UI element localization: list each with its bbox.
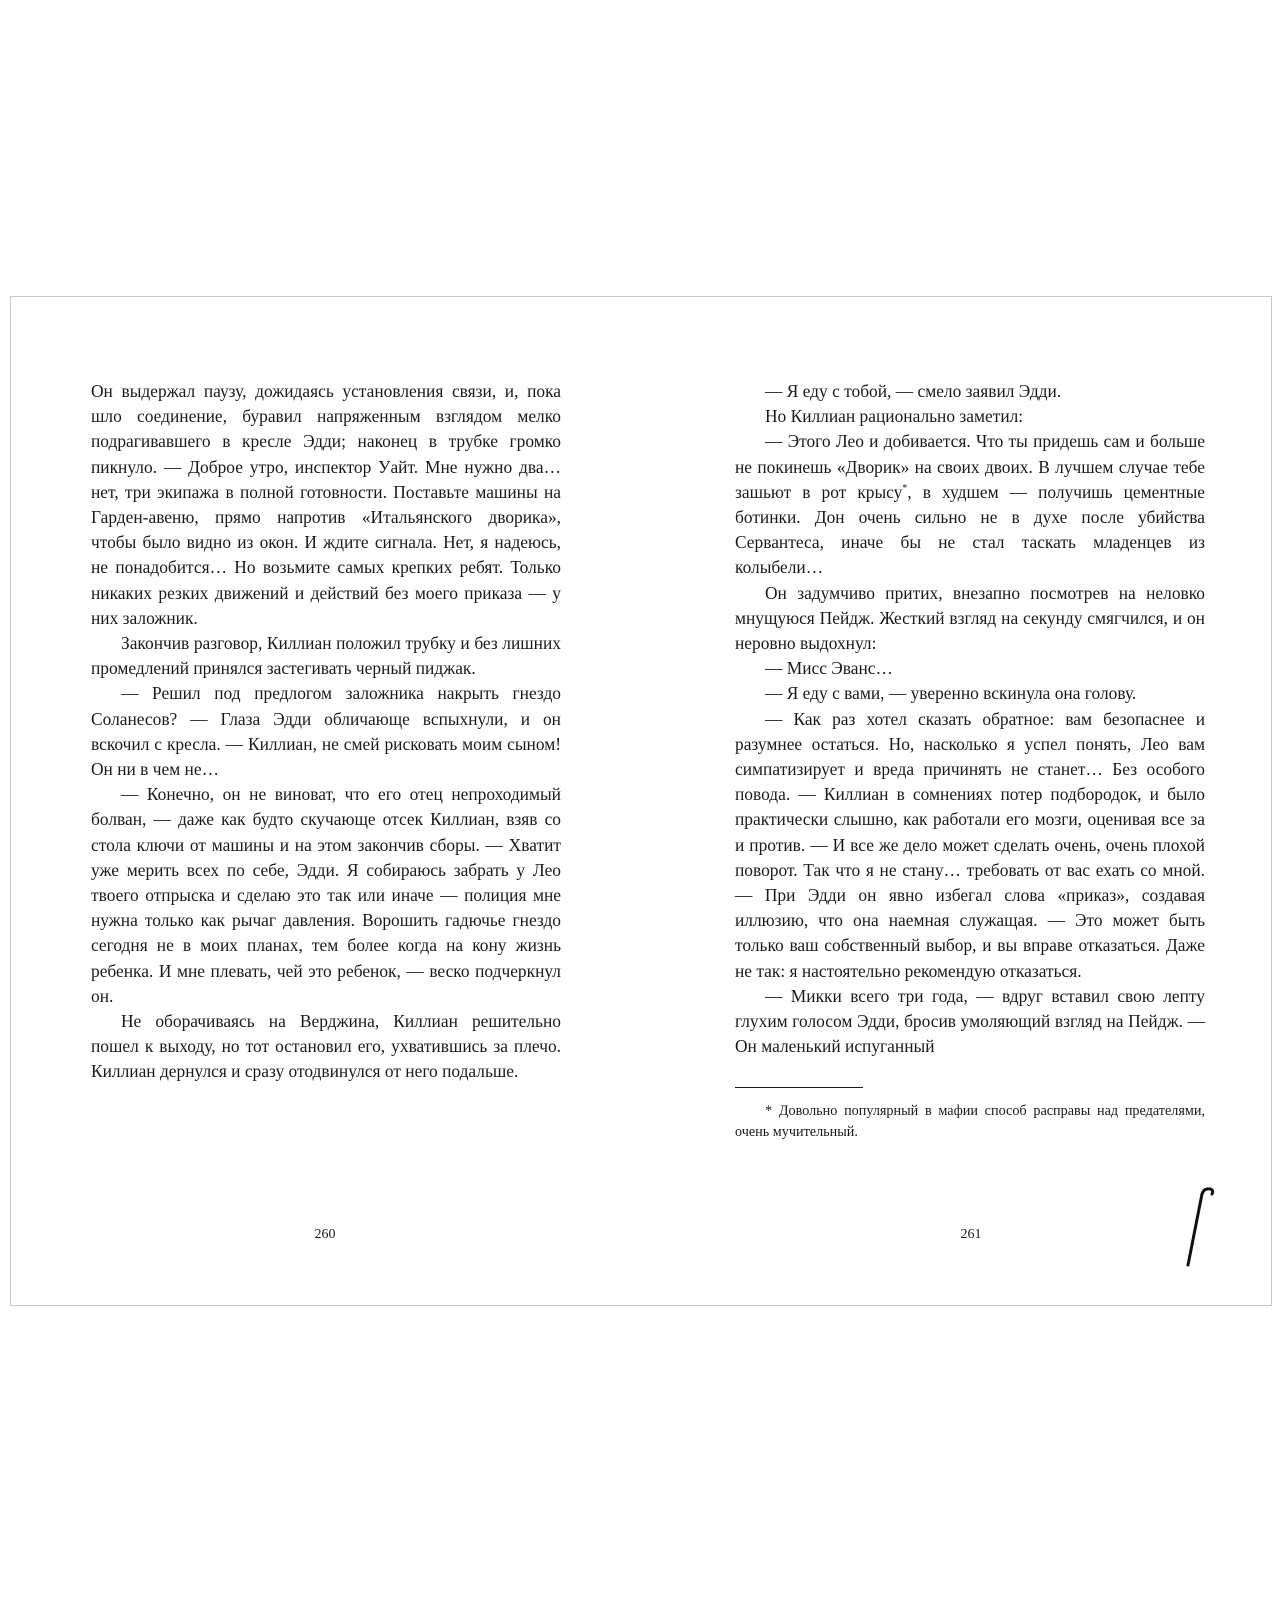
- left-paragraph-3: — Решил под предлогом заложника накрыть гнездо Соланесов? — Глаза Эдди обличающе вспыхнули, и он вскочил с кресла. — Киллиан, не смей рисковать моим сыном! Он ни в чем не…: [91, 683, 561, 780]
- left-paragraph-2: Закончив разговор, Киллиан положил трубку и без лишних промедлений принялся застегивать черный пиджак.: [91, 633, 561, 679]
- right-paragraph-3-tail: , в худшем — получишь цементные ботинки. Дон очень сильно не в духе после убийства Сервантеса, иначе бы не стал таскать младенцев из колыбели…: [735, 481, 1205, 578]
- footnote-marker: *: [902, 483, 908, 495]
- footnote: * Довольно популярный в мафии способ расправы над предателями, очень мучительный.: [735, 1103, 1205, 1141]
- right-paragraph-5: — Мисс Эванс…: [765, 658, 893, 679]
- right-paragraph-2: Но Киллиан рационально заметил:: [765, 406, 1024, 427]
- right-paragraph-8: — Микки всего три года, — вдруг вставил свою лепту глухим голосом Эдди, бросив умоляющий взгляд на Пейдж. — Он маленький испуганный: [735, 985, 1205, 1057]
- ribbon-bookmark-icon: [1186, 1180, 1226, 1270]
- right-paragraph-3: [735, 429, 1205, 580]
- right-paragraph-3-head: — Этого Лео и добивается. Что ты придешь сам и больше не покинешь «Дворик» на своих двоих. В лучшем случае тебе зашьют в рот крысу: [735, 431, 1205, 502]
- right-page: [735, 379, 1205, 1143]
- left-paragraph-1: Он выдержал паузу, дожидаясь установления связи, и, пока шло соединение, буравил напряженным взглядом мелко подрагивавшего в кресле Эдди; наконец в трубке громко пикнуло. — Доброе утро, инспектор Уайт. Мне нужно два… нет, три экипажа в полной готовности. Поставьте машины на Гарден-авеню, прямо напротив «Итальянского дворика», чтобы было видно из окон. И ждите сигнала. Нет, я надеюсь, не понадобится… Но возьмите самых крепких ребят. Только никаких резких движений и действий без моего приказа — у них заложник.: [91, 381, 561, 628]
- footnote-divider: [735, 1087, 863, 1088]
- right-paragraph-4: Он задумчиво притих, внезапно посмотрев на неловко мнущуюся Пейдж. Жесткий взгляд на секунду смягчился, и он неровно выдохнул:: [735, 582, 1205, 654]
- left-paragraph-4: — Конечно, он не виноват, что его отец непроходимый болван, — даже как будто скучающе отсек Киллиан, взяв со стола ключи от машины и на этом закончив сборы. — Хватит уже мерить всех по себе, Эдди. Я собираюсь забрать у Лео твоего отпрыска и сделаю это так или иначе — полиция мне нужна только как рычаг давления. Ворошить гадючье гнездо сегодня не в моих планах, тем более когда на кону жизнь ребенка. И мне плевать, чей это ребенок, — веско подчеркнул он.: [91, 784, 561, 1006]
- right-paragraph-7: — Как раз хотел сказать обратное: вам безопаснее и разумнее остаться. Но, насколько я успел понять, Лео вам симпатизирует и вреда причинять не станет… Без особого повода. — Киллиан в сомнениях потер подбородок, и было практически слышно, как работали его мозги, оценивая все за и против. — И все же дело может сделать очень, очень плохой поворот. Так что я не стану… требовать от вас ехать со мной. — При Эдди он явно избегал слова «приказ», создавая иллюзию, что она наемная служащая. — Это может быть только ваш собственный выбор, и вы вправе отказаться. Даже не так: я настоятельно рекомендую отказаться.: [735, 708, 1205, 981]
- right-paragraph-1: — Я еду с тобой, — смело заявил Эдди.: [765, 381, 1062, 401]
- left-paragraph-5: Не оборачиваясь на Верджина, Киллиан решительно пошел к выходу, но тот остановил его, ухватившись за плечо. Киллиан дернулся и сразу отодвинулся от него подальше.: [91, 1011, 561, 1082]
- book-spread: [10, 296, 1272, 1306]
- right-paragraph-6: — Я еду с вами, — уверенно вскинула она голову.: [765, 683, 1137, 704]
- left-page: [91, 379, 561, 1085]
- page-number-right: 261: [960, 1227, 982, 1242]
- page-number-left: 260: [314, 1227, 336, 1242]
